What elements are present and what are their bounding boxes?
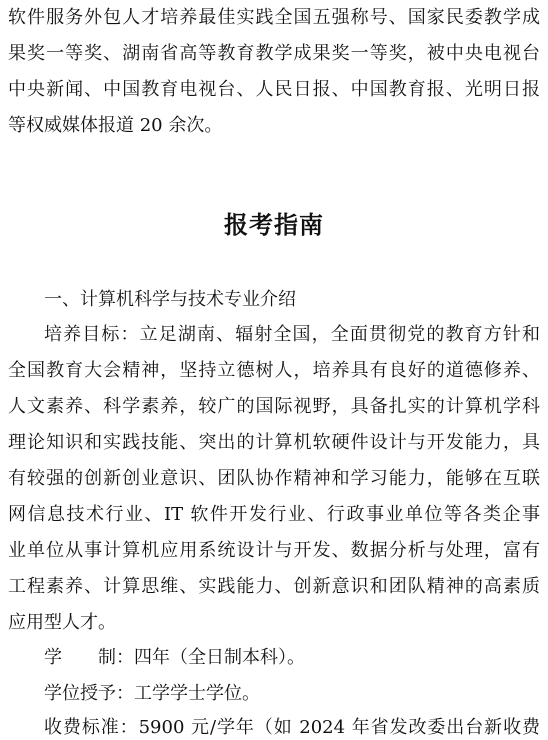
goal-line-6: 网信息技术行业、IT 软件开发行业、行政事业单位等各类企事	[8, 504, 540, 525]
goal-line-5: 有较强的创新创业意识、团队协作精神和学习能力，能够在互联	[8, 468, 540, 489]
intro-line-2: 果奖一等奖、湖南省高等教育教学成果奖一等奖，被中央电视台	[8, 43, 540, 64]
section-heading: 报考指南	[224, 210, 324, 239]
goal-line-7: 业单位从事计算机应用系统设计与开发、数据分析与处理，富有	[8, 540, 540, 561]
fee-line: 收费标准：5900 元/学年（如 2024 年省发改委出台新收费	[44, 717, 540, 738]
goal-line-9: 应用型人才。	[8, 612, 116, 633]
intro-line-3: 中央新闻、中国教育电视台、人民日报、中国教育报、光明日报	[8, 79, 540, 100]
goal-line-8: 工程素养、计算思维、实践能力、创新意识和团队精神的高素质	[8, 576, 540, 597]
goal-line-1: 培养目标：立足湖南、辐射全国，全面贯彻党的教育方针和	[44, 324, 540, 345]
goal-line-2: 全国教育大会精神，坚持立德树人，培养具有良好的道德修养、	[8, 360, 540, 381]
section-title: 一、计算机科学与技术专业介绍	[44, 289, 296, 310]
goal-line-4: 理论知识和实践技能、突出的计算机软硬件设计与开发能力，具	[8, 432, 540, 453]
goal-line-3: 人文素养、科学素养，较广的国际视野，具备扎实的计算机学科	[8, 396, 540, 417]
intro-line-4: 等权威媒体报道 20 余次。	[8, 115, 223, 136]
duration-line: 学 制：四年（全日制本科）。	[44, 647, 305, 668]
intro-line-1: 软件服务外包人才培养最佳实践全国五强称号、国家民委教学成	[8, 7, 540, 28]
degree-line: 学位授予：工学学士学位。	[44, 683, 260, 704]
